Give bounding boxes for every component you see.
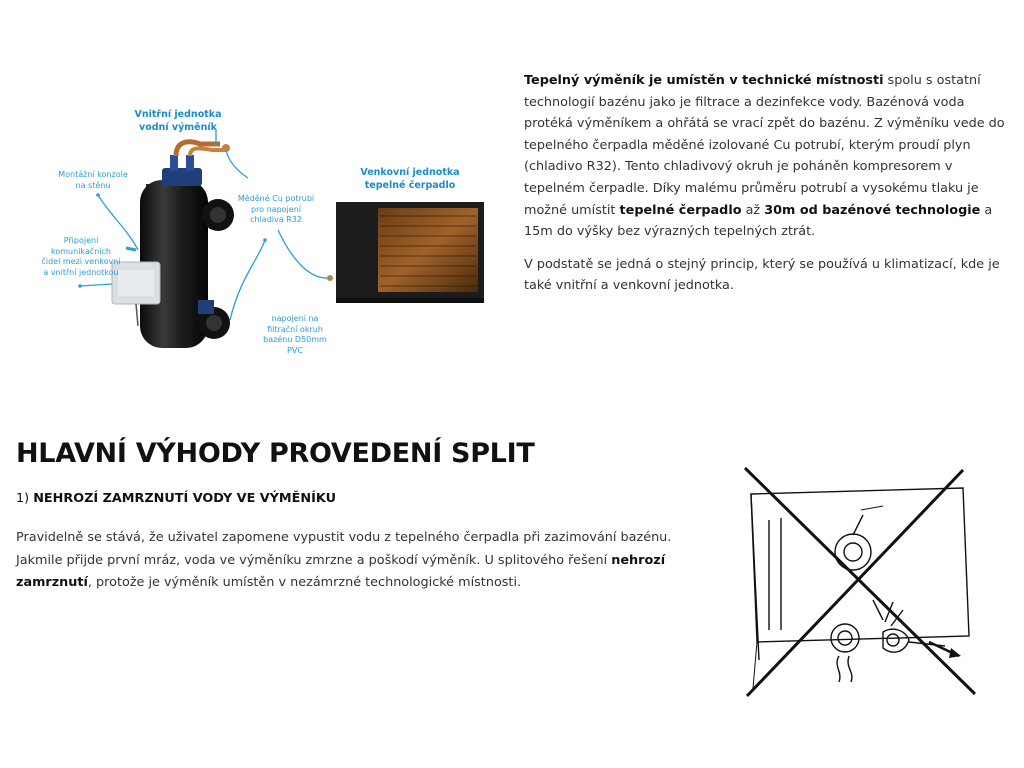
intro-paragraph-2: V podstatě se jedná o stejný princip, který se používá u klimatizací, kde je také vnitřní a venkovní jednotka. bbox=[524, 256, 1000, 294]
label-pool-line1: napojení na bbox=[271, 314, 319, 323]
body-bold-1: nehrozí zamrznutí bbox=[16, 552, 666, 590]
split-heat-pump-diagram bbox=[40, 100, 520, 390]
label-sensors-line2: komunikačních bbox=[51, 246, 111, 256]
label-bracket-line1: Montážní konzole bbox=[58, 170, 128, 179]
intro-bold-3: 30m od bazénové technologie bbox=[764, 202, 981, 218]
label-sensors-line4: a vnitřní jednotkou bbox=[43, 267, 119, 277]
indoor-unit-title bbox=[118, 108, 238, 134]
label-pool-connection bbox=[254, 314, 336, 356]
indoor-unit-title-line2: vodní výměník bbox=[139, 122, 217, 133]
outdoor-unit-title-line2: tepelné čerpadlo bbox=[364, 180, 456, 191]
intro-bold-1: Tepelný výměník je umístěn v technické místnosti bbox=[524, 73, 884, 88]
label-copper-line1: Měděné Cu potrubí bbox=[237, 194, 315, 203]
outdoor-unit-title-line1: Venkovní jednotka bbox=[360, 167, 460, 178]
subhead-title: NEHROZÍ ZAMRZNUTÍ VODY VE VÝMĚNÍKU bbox=[33, 491, 336, 506]
body-text-1: Pravidelně se stává, že uživatel zapomene vypustit vodu z tepelného čerpadla při zazimování bazénu. Jakmile přijde první mráz, voda ve výměníku zmrzne a poškodí výměník. U splitového řešení bbox=[16, 530, 672, 568]
label-copper-pipe bbox=[234, 194, 318, 226]
label-sensors-line1: Připojení bbox=[63, 236, 99, 245]
label-copper-line3: chladiva R32 bbox=[250, 215, 302, 224]
label-pool-line2: filtrační okruh bbox=[267, 324, 323, 334]
intro-text-2: až bbox=[741, 202, 765, 218]
intro-text bbox=[524, 70, 1014, 308]
label-sensors-line3: čidel mezi venkovní bbox=[41, 257, 121, 266]
indoor-unit-title-line1: Vnitřní jednotka bbox=[134, 109, 222, 120]
label-sensors bbox=[38, 236, 124, 278]
intro-paragraph-1 bbox=[524, 70, 1014, 243]
section-heading: HLAVNÍ VÝHODY PROVEDENÍ SPLIT bbox=[16, 438, 535, 469]
intro-bold-2: tepelné čerpadlo bbox=[619, 202, 742, 218]
intro-text-3: a 15m do výšky bez výrazných tepelných ztrát. bbox=[524, 202, 993, 240]
label-pool-line4: PVC bbox=[287, 345, 303, 355]
advantage-1-text bbox=[16, 527, 706, 595]
crossed-out-unit-illustration bbox=[733, 460, 983, 700]
body-text-2: , protože je výměník umístěn v nezámrzné technologické místnosti. bbox=[87, 575, 522, 590]
advantage-1-subheading bbox=[16, 491, 336, 506]
outdoor-unit-title bbox=[340, 166, 480, 192]
label-copper-line2: pro napojení bbox=[250, 204, 301, 214]
unit-body-sketch bbox=[751, 488, 969, 642]
label-pool-line3: bazénu D50mm bbox=[263, 335, 327, 344]
intro-text-1: spolu s ostatní technologií bazénu jako je filtrace a dezinfekce vody. Bazénová voda protéká výměníkem a ohřátá se vrací zpět do bazénu. Z výměníku vede do tepelného čerpadla měděné izolované Cu potrubí, kterým proudí plyn (chladivo R32). Tento chladivový okruh je poháněn kompresorem v tepelném čerpadle. Díky malému průměru potrubí a vysokému tlaku je možné umístit bbox=[524, 73, 1005, 218]
label-bracket-line2: na stěnu bbox=[75, 180, 111, 190]
label-bracket bbox=[50, 170, 136, 191]
subhead-number: 1) bbox=[16, 491, 34, 506]
